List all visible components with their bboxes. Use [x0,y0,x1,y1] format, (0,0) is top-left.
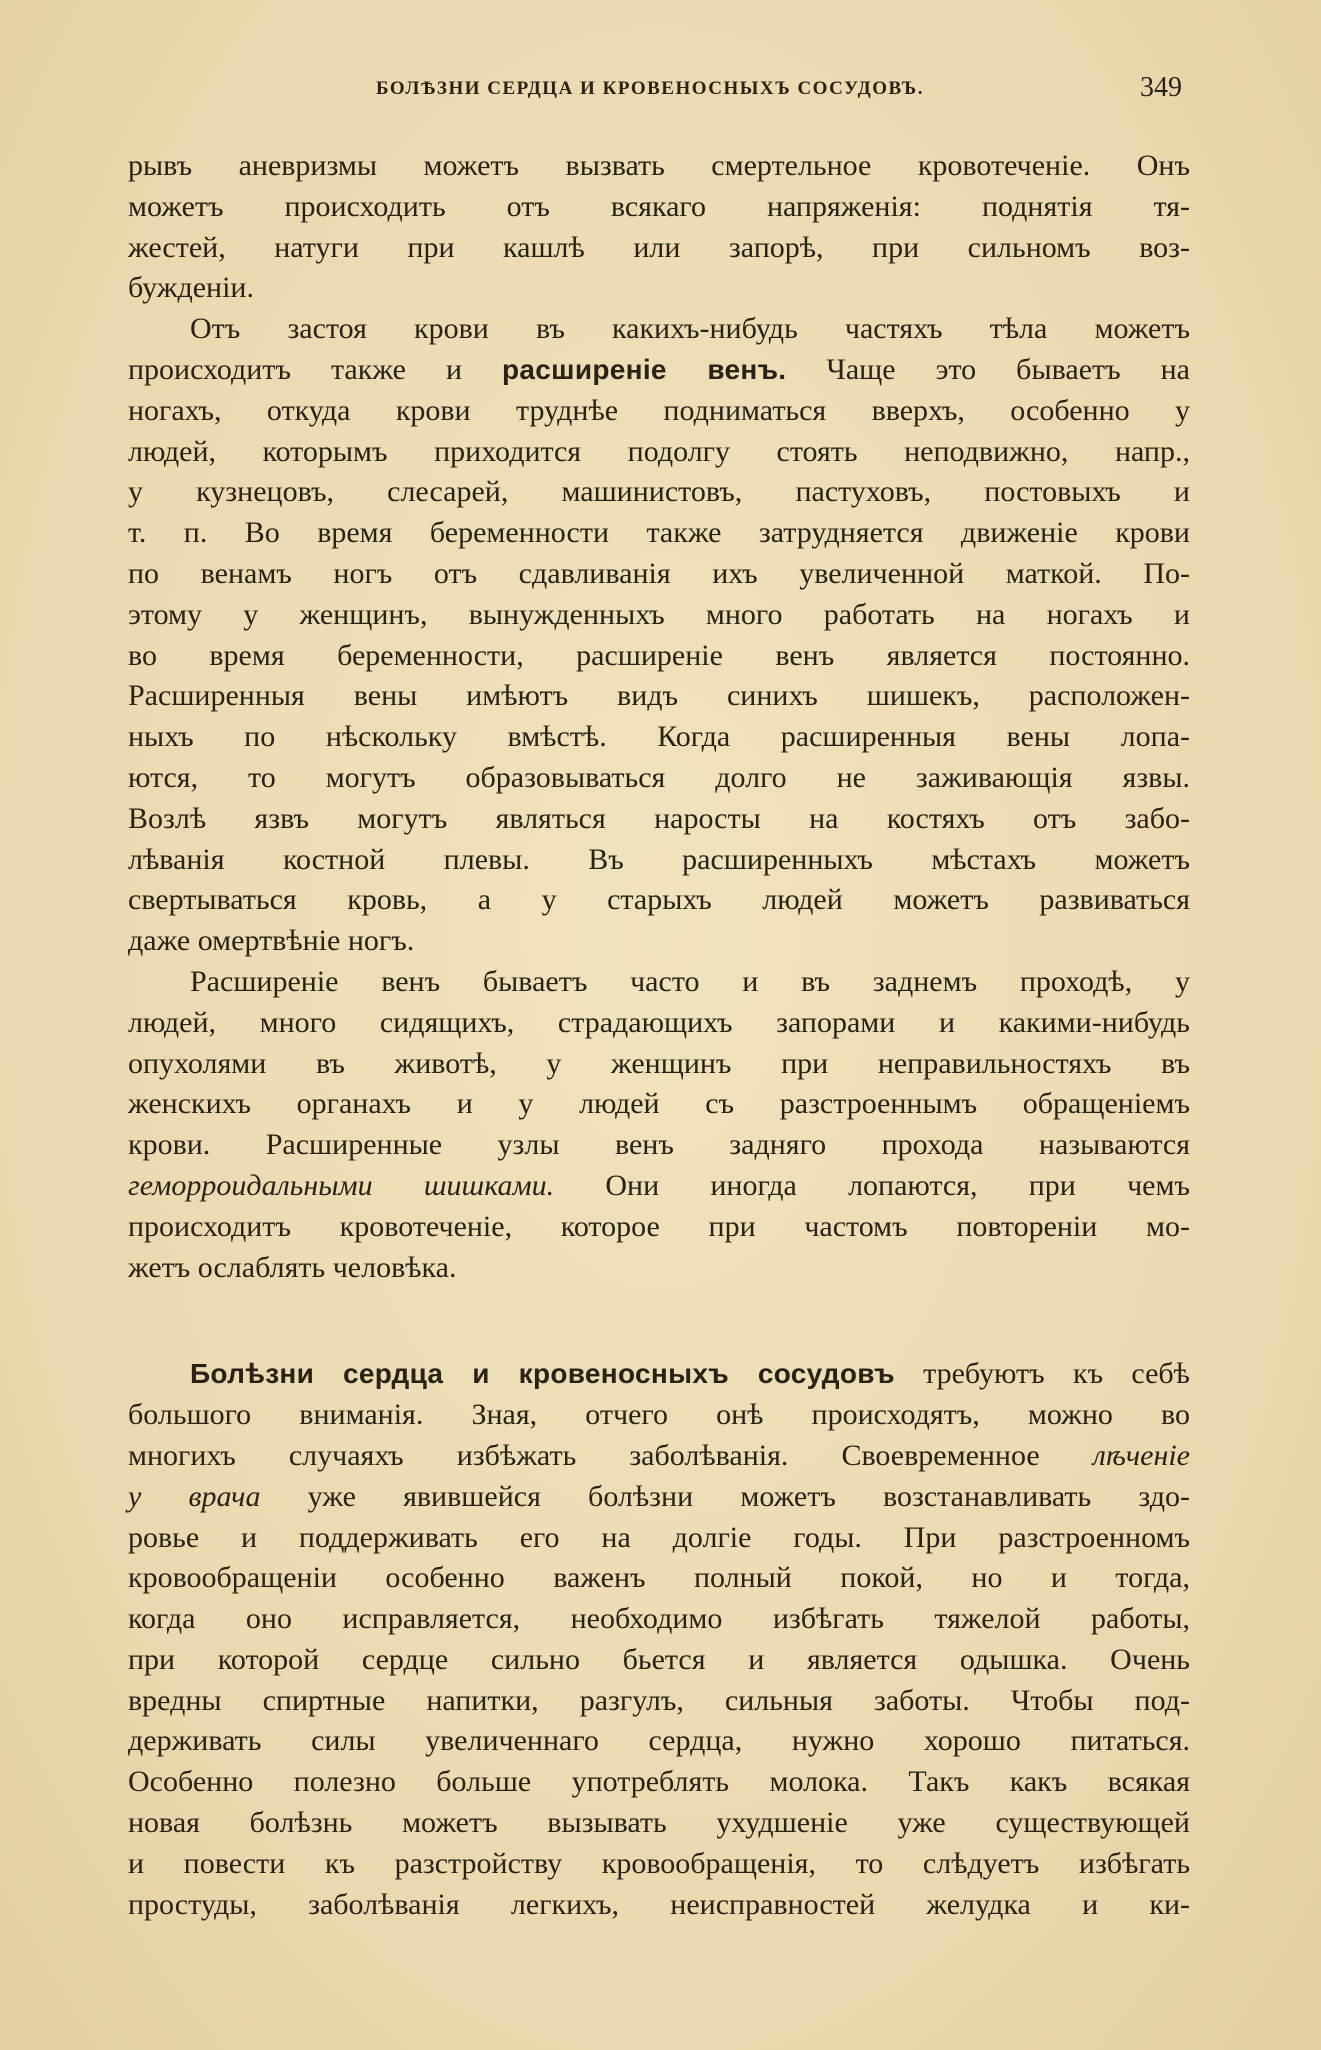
text-run: кровообращеніи особенно важенъ полный покой, но и тогда, [128,1561,1190,1595]
text-run: во время беременности, расширеніе венъ является постоянно. [128,638,1190,672]
text-line [128,636,1190,677]
text-run: требуютъ къ себѣ [894,1357,1190,1391]
text-line [128,1518,1190,1559]
text-line [128,921,1190,962]
text-line [128,962,1190,1003]
body-text [128,146,1190,1925]
running-title: БОЛѢЗНИ СЕРДЦА И КРОВЕНОСНЫХЪ СОСУДОВЪ. [376,78,924,99]
text-run: людей, которымъ приходится подолгу стоять неподвижно, напр., [128,434,1190,468]
text-run: происходитъ также и [128,352,503,386]
text-run: и повести къ разстройству кровообращенія, то слѣдуетъ избѣгать [128,1846,1190,1880]
text-run: происходитъ кровотеченіе, которое при частомъ повтореніи мо- [128,1209,1190,1243]
text-line [128,1477,1190,1518]
section-gap [128,1288,1190,1354]
text-line [128,1084,1190,1125]
text-line [128,1395,1190,1436]
text-run: т. п. Во время беременности также затрудняется движеніе крови [128,516,1190,550]
text-run: многихъ случаяхъ избѣжать заболѣванія. Своевременное [128,1438,1093,1472]
text-line [128,799,1190,840]
text-line [128,1640,1190,1681]
text-line [128,595,1190,636]
text-run: ровье и поддерживать его на долгіе годы. При разстроенномъ [128,1520,1190,1554]
text-run: ныхъ по нѣскольку вмѣстѣ. Когда расширенныя вены лопа- [128,720,1190,754]
text-run: жестей, натуги при кашлѣ или запорѣ, при сильномъ воз- [128,230,1190,264]
text-run: уже явившейся болѣзни можетъ возстанавливать здо- [260,1479,1190,1513]
text-run: ногахъ, откуда крови труднѣе подниматься вверхъ, особенно у [128,393,1190,427]
text-line [128,1354,1190,1395]
text-line [128,1207,1190,1248]
text-run: у кузнецовъ, слесарей, машинистовъ, пастуховъ, постовыхъ и [128,475,1190,509]
bold-term: Болѣзни сердца и кровеносныхъ сосудовъ [190,1358,895,1390]
text-run: Отъ застоя крови въ какихъ-нибудь частяхъ тѣла можетъ [190,312,1190,346]
text-run: людей, много сидящихъ, страдающихъ запорами и какими-нибудь [128,1005,1190,1039]
text-line [128,1885,1190,1926]
text-run: жетъ ослаблять человѣка. [128,1250,457,1284]
text-run: вредны спиртные напитки, разгулъ, сильныя заботы. Чтобы под- [128,1683,1190,1717]
text-line [128,187,1190,228]
text-run: при которой сердце сильно бьется и является одышка. Очень [128,1642,1190,1676]
text-line [128,228,1190,269]
text-run: бужденіи. [128,271,254,305]
text-line [128,1844,1190,1885]
text-run: Возлѣ язвъ могутъ являться наросты на костяхъ отъ забо- [128,801,1190,835]
text-line [128,309,1190,350]
text-line [128,268,1190,309]
text-run: этому у женщинъ, вынужденныхъ много работать на ногахъ и [128,597,1190,631]
text-line [128,554,1190,595]
text-run: женскихъ органахъ и у людей съ разстроеннымъ обращеніемъ [128,1087,1190,1121]
text-line [128,1721,1190,1762]
text-line [128,1166,1190,1207]
text-line [128,350,1190,391]
text-line [128,472,1190,513]
text-run: можетъ происходить отъ всякаго напряженія: поднятія тя- [128,189,1190,223]
text-run: лѣванія костной плевы. Въ расширенныхъ мѣстахъ можетъ [128,842,1190,876]
text-run: по венамъ ногъ отъ сдавливанія ихъ увеличенной маткой. По- [128,556,1190,590]
text-run: новая болѣзнь можетъ вызывать ухудшеніе уже существующей [128,1806,1190,1840]
text-line [128,391,1190,432]
text-line [128,1436,1190,1477]
text-run: Особенно полезно больше употреблять молока. Такъ какъ всякая [128,1765,1190,1799]
italic-term: лѣченіе [1092,1438,1190,1472]
text-run: простуды, заболѣванія легкихъ, неисправностей желудка и ки- [128,1887,1190,1921]
bold-term: расширеніе венъ. [502,353,787,385]
running-header [0,72,1321,108]
text-run: большого вниманія. Зная, отчего онѣ происходятъ, можно во [128,1398,1190,1432]
text-line [128,758,1190,799]
text-line [128,880,1190,921]
italic-term: геморроидальными шишками. [128,1168,555,1202]
text-run: ются, то могутъ образовываться долго не заживающія язвы. [128,760,1190,794]
text-run: даже омертвѣніе ногъ. [128,924,415,958]
text-line [128,146,1190,187]
page-number: 349 [1140,72,1182,103]
text-line [128,1762,1190,1803]
text-line [128,432,1190,473]
text-line [128,1125,1190,1166]
italic-term: у врача [128,1479,261,1513]
text-run: когда оно исправляется, необходимо избѣгать тяжелой работы, [128,1602,1190,1636]
text-run: свертываться кровь, а у старыхъ людей можетъ развиваться [128,883,1190,917]
text-line [128,717,1190,758]
text-run: опухолями въ животѣ, у женщинъ при неправильностяхъ въ [128,1046,1190,1080]
text-run: Они иногда лопаются, при чемъ [554,1168,1190,1202]
text-line [128,676,1190,717]
text-line [128,840,1190,881]
text-line [128,1003,1190,1044]
text-line [128,1599,1190,1640]
text-line [128,513,1190,554]
text-line [128,1044,1190,1085]
text-run: крови. Расширенные узлы венъ задняго прохода называются [128,1128,1190,1162]
text-run: Чаще это бываетъ на [786,352,1190,386]
text-run: держивать силы увеличеннаго сердца, нужно хорошо питаться. [128,1724,1190,1758]
text-line [128,1681,1190,1722]
text-line [128,1803,1190,1844]
text-run: рывъ аневризмы можетъ вызвать смертельное кровотеченіе. Онъ [128,149,1190,182]
text-run: Расширенныя вены имѣютъ видъ синихъ шишекъ, расположен- [128,679,1190,713]
text-line [128,1558,1190,1599]
text-run: Расширеніе венъ бываетъ часто и въ заднемъ проходѣ, у [190,964,1190,998]
text-line [128,1248,1190,1289]
